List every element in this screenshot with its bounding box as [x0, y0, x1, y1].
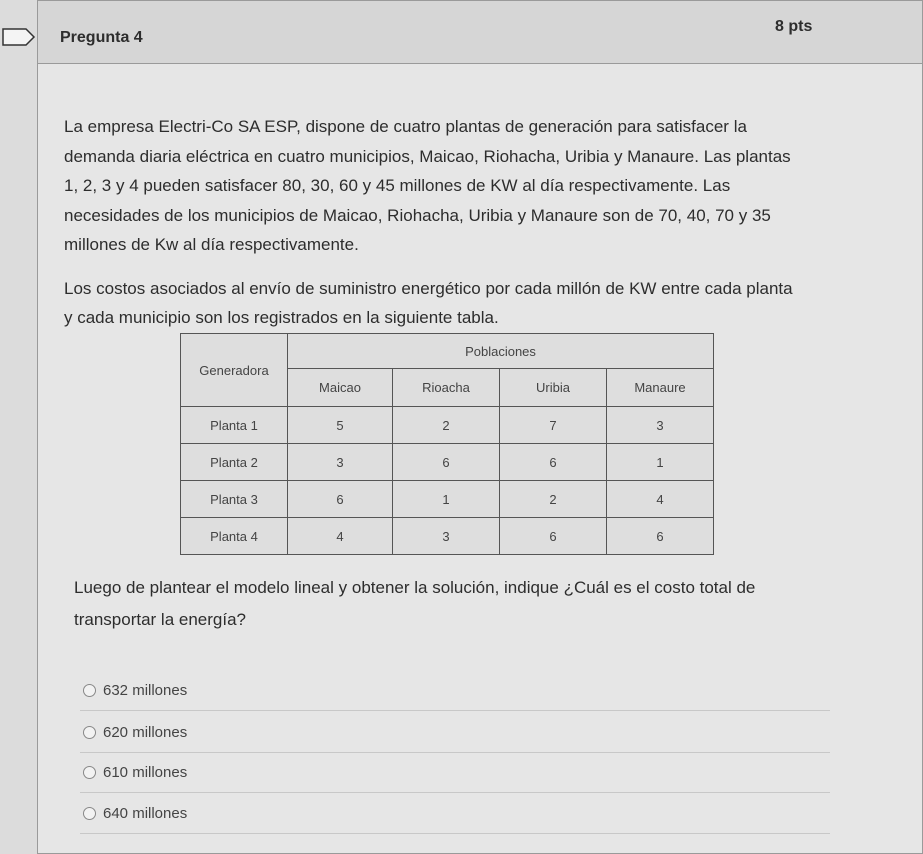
- row-label: Planta 3: [181, 481, 288, 518]
- cell: 3: [288, 444, 393, 481]
- question-text: [64, 112, 804, 347]
- group-header: Poblaciones: [288, 334, 714, 369]
- cell: 6: [393, 444, 500, 481]
- option-label: 640 millones: [103, 804, 188, 822]
- cell: 6: [500, 518, 607, 555]
- cell: 6: [607, 518, 714, 555]
- cell: 6: [288, 481, 393, 518]
- cost-table: [180, 333, 714, 555]
- radio-button[interactable]: [83, 684, 96, 697]
- cell: 3: [607, 407, 714, 444]
- flag-question-icon[interactable]: [2, 28, 36, 46]
- table-row: [181, 481, 714, 518]
- question-points: 8 pts: [775, 18, 813, 35]
- table-row: [181, 444, 714, 481]
- question-title: Pregunta 4: [60, 29, 143, 46]
- cell: 3: [393, 518, 500, 555]
- radio-button[interactable]: [83, 807, 96, 820]
- cell: 5: [288, 407, 393, 444]
- answer-option[interactable]: [80, 793, 830, 834]
- option-label: 620 millones: [103, 723, 188, 741]
- answer-option[interactable]: [80, 712, 830, 753]
- radio-button[interactable]: [83, 766, 96, 779]
- question-prompt: Luego de plantear el modelo lineal y obtener la solución, indique ¿Cuál es el costo total de transportar la energía?: [74, 578, 756, 629]
- column-header: Manaure: [607, 369, 714, 407]
- question-header: [38, 1, 922, 64]
- cell: 4: [607, 481, 714, 518]
- question-paragraph: Los costos asociados al envío de suministro energético por cada millón de KW entre cada planta y cada municipio son los registrados en la siguiente tabla.: [64, 278, 793, 327]
- cell: 7: [500, 407, 607, 444]
- cell: 1: [607, 444, 714, 481]
- option-label: 632 millones: [103, 681, 188, 699]
- row-header: Generadora: [181, 334, 288, 407]
- cell: 2: [500, 481, 607, 518]
- table-row: [181, 518, 714, 555]
- answer-option[interactable]: [80, 670, 830, 711]
- table-row: [181, 407, 714, 444]
- radio-button[interactable]: [83, 726, 96, 739]
- cell: 1: [393, 481, 500, 518]
- row-label: Planta 1: [181, 407, 288, 444]
- column-header: Rioacha: [393, 369, 500, 407]
- option-label: 610 millones: [103, 763, 188, 781]
- cell: 6: [500, 444, 607, 481]
- row-label: Planta 2: [181, 444, 288, 481]
- row-label: Planta 4: [181, 518, 288, 555]
- answer-option[interactable]: [80, 752, 830, 793]
- column-header: Uribia: [500, 369, 607, 407]
- column-header: Maicao: [288, 369, 393, 407]
- question-paragraph: La empresa Electri-Co SA ESP, dispone de cuatro plantas de generación para satisfacer la demanda diaria eléctrica en cuatro municipios, Maicao, Riohacha, Uribia y Manaure. Las plantas 1, 2, 3 y 4 pueden satisfacer 80, 30, 60 y 45 millones de KW al día respectivamente. Las necesidades de los municipios de Maicao, Riohacha, Uribia y Manaure son de 70, 40, 70 y 35 millones de Kw al día respectivamente.: [64, 117, 791, 254]
- cell: 4: [288, 518, 393, 555]
- cell: 2: [393, 407, 500, 444]
